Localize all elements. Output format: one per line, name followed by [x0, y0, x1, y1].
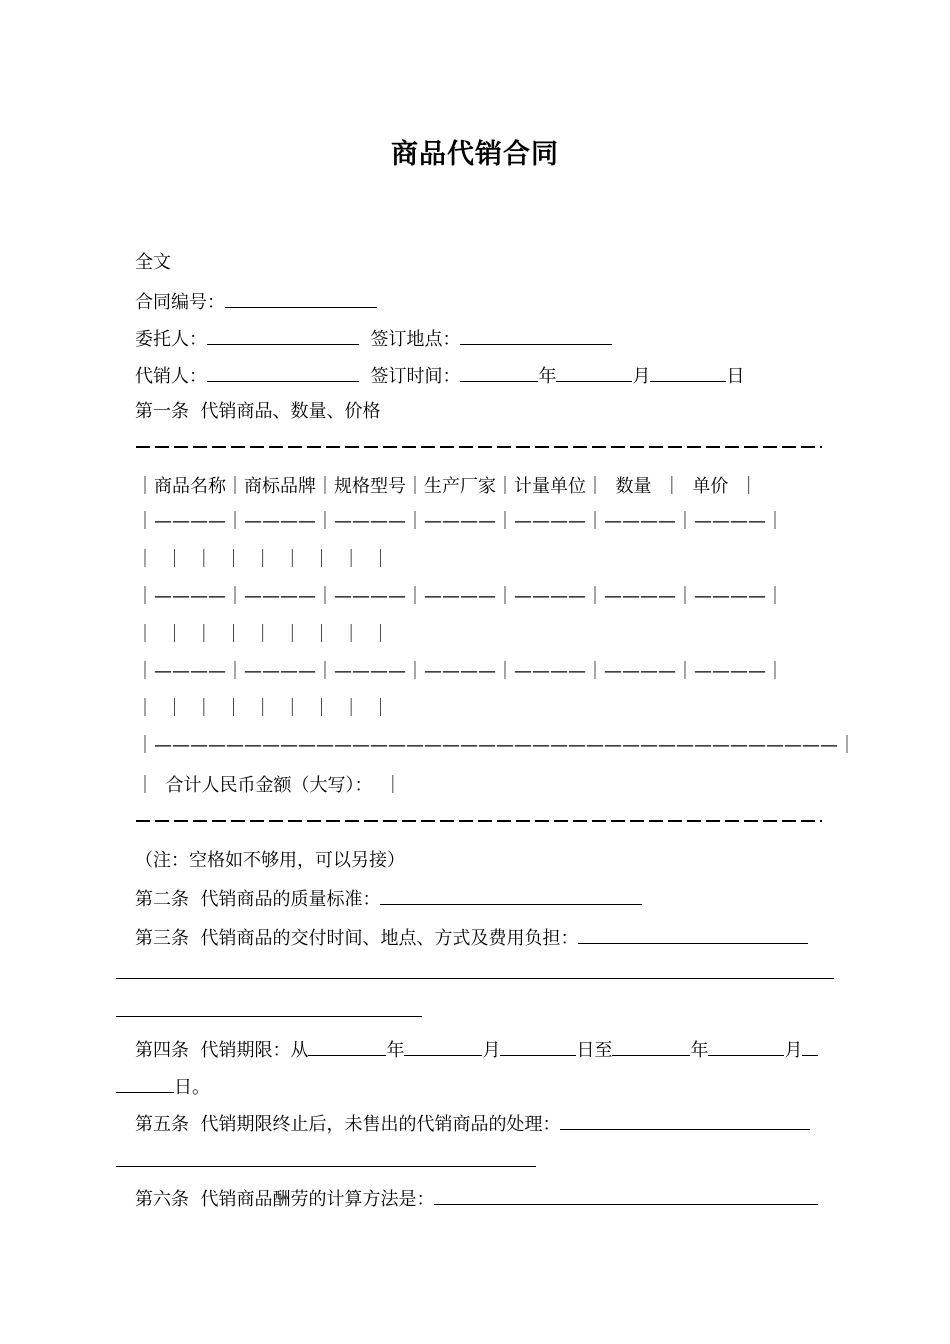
table-row[interactable]: ｜ ｜ ｜ ｜ ｜ ｜ ｜ ｜ ｜	[136, 549, 390, 570]
agent-label: 代销人：	[135, 366, 207, 387]
article-4-label: 第四条 代销期限：从	[135, 1040, 309, 1061]
article-6-label: 第六条 代销商品酬劳的计算方法是：	[135, 1189, 435, 1210]
until-label: 日至	[576, 1040, 613, 1061]
article-5-label: 第五条 代销期限终止后，未售出的代销商品的处理：	[135, 1114, 561, 1135]
article-5-row	[135, 1111, 810, 1137]
commission-method-field[interactable]	[434, 1186, 818, 1205]
fulltext-label: 全文	[135, 252, 171, 273]
agent-field[interactable]	[207, 363, 359, 382]
to-day-field[interactable]	[116, 1074, 174, 1093]
month-label: 月	[784, 1040, 803, 1061]
unsold-goods-field[interactable]	[560, 1111, 810, 1130]
article-1-heading: 第一条 代销商品、数量、价格	[135, 401, 381, 422]
consignor-field[interactable]	[207, 326, 359, 345]
table-full-separator: ｜——————————————————————————————————————｜	[136, 735, 856, 756]
table-separator: ｜————｜————｜————｜————｜————｜————｜————｜	[136, 661, 784, 682]
delivery-terms-field[interactable]	[578, 925, 808, 944]
agent-row	[135, 363, 744, 389]
quality-standard-field[interactable]	[380, 886, 642, 905]
document-title: 商品代销合同	[391, 139, 559, 170]
table-bottom-rule	[136, 820, 822, 822]
day-end-label: 日。	[174, 1077, 210, 1098]
from-year-field[interactable]	[308, 1037, 386, 1056]
table-separator: ｜————｜————｜————｜————｜————｜————｜————｜	[136, 511, 784, 532]
article-2-label: 第二条 代销商品的质量标准：	[135, 889, 381, 910]
to-month-field[interactable]	[708, 1037, 784, 1056]
sign-place-field[interactable]	[460, 326, 612, 345]
table-header-row: ｜商品名称｜商标品牌｜规格型号｜生产厂家｜计量单位｜ 数量 ｜ 单价 ｜	[136, 476, 758, 497]
delivery-terms-line-2[interactable]	[116, 978, 834, 979]
from-month-field[interactable]	[404, 1037, 482, 1056]
month-label: 月	[632, 366, 651, 387]
sign-place-label: 签订地点：	[370, 329, 461, 350]
sign-year-field[interactable]	[460, 363, 538, 382]
table-note: （注：空格如不够用，可以另接）	[135, 850, 405, 871]
year-label: 年	[538, 366, 557, 387]
year-label: 年	[690, 1040, 709, 1061]
table-separator: ｜————｜————｜————｜————｜————｜————｜————｜	[136, 586, 784, 607]
table-row[interactable]: ｜ ｜ ｜ ｜ ｜ ｜ ｜ ｜ ｜	[136, 624, 390, 645]
sign-day-field[interactable]	[650, 363, 726, 382]
consignor-row	[135, 326, 612, 352]
article-3-label: 第三条 代销商品的交付时间、地点、方式及费用负担：	[135, 928, 579, 949]
to-year-field[interactable]	[612, 1037, 690, 1056]
delivery-terms-line-3[interactable]	[116, 1016, 422, 1017]
article-4-row	[135, 1037, 818, 1063]
article-3-row	[135, 925, 808, 951]
contract-number-label: 合同编号：	[135, 292, 225, 313]
sign-month-field[interactable]	[556, 363, 632, 382]
article-6-row	[135, 1186, 818, 1212]
to-day-field-start[interactable]	[802, 1037, 818, 1056]
day-label: 日	[726, 366, 745, 387]
table-total-row[interactable]: ｜ 合计人民币金额（大写）： ｜	[136, 775, 402, 796]
table-row[interactable]: ｜ ｜ ｜ ｜ ｜ ｜ ｜ ｜ ｜	[136, 698, 390, 719]
table-top-rule	[136, 446, 822, 448]
article-4-row-cont	[116, 1074, 210, 1100]
unsold-goods-line-2[interactable]	[116, 1166, 536, 1167]
from-day-field[interactable]	[500, 1037, 576, 1056]
consignor-label: 委托人：	[135, 329, 207, 350]
contract-number-field[interactable]	[225, 289, 377, 308]
year-label: 年	[386, 1040, 405, 1061]
month-label: 月	[482, 1040, 501, 1061]
article-2-row	[135, 886, 642, 912]
contract-number-row	[135, 289, 377, 315]
sign-time-label: 签订时间：	[370, 366, 461, 387]
